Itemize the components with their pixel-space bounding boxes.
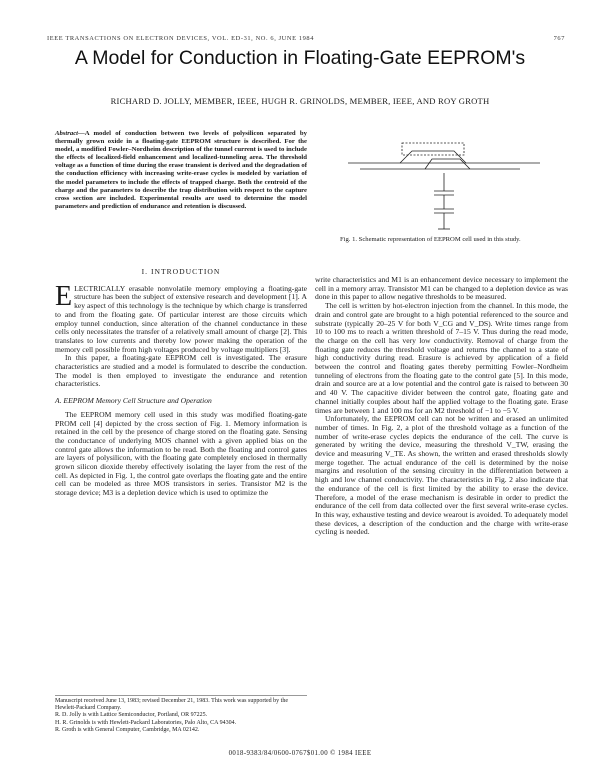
journal-info: IEEE TRANSACTIONS ON ELECTRON DEVICES, VOL. ED-31, NO. 6, JUNE 1984 (47, 35, 314, 42)
introduction-section (55, 268, 307, 498)
subsection-a-paragraph: The EEPROM memory cell used in this study was modified floating-gate PROM cell [4] depicted by the cross section of Fig. 1. Memory information is retained in the cell by the presence of charge stored on the floating gate. Sensing the conductance of underlying MOS channel with a given applied bias on the control gate allows the information to be read. Both the floating and control gates are layers of polysilicon, with the floating gate completely enclosed in thermally grown silicon dioxide thereby effectively isolating the layer from the rest of the cell. As depicted in Fig. 1, the control gate overlaps the floating gate and the entire cell can be modeled as three MOS transistors in series. Transistor M2 is the storage device; M3 is a depletion device which is used to optimize the (55, 409, 307, 498)
right-column-text (315, 276, 568, 537)
subsection-heading-a: A. EEPROM Memory Cell Structure and Operation (55, 396, 212, 406)
right-paragraph-2: The cell is written by hot-electron injection from the channel. In this mode, the drain and control gate are brought to a high potential referenced to the source and substrate (typically 20–25 V for both V_CG and V_DS). Write times range from 10 to 100 ms to reach a written threshold of 7–15 V. Thus during the read mode, the charge on the cell has very low conductivity. Removal of charge from the floating gate reduces the threshold voltage and returns the channel to a state of high conductivity during read. Erasure is achieved by application of a field between the control and floating gates thereby permitting Fowler–Nordheim tunneling of electrons from the floating gate to the control gate [5]. In this mode, drain and source are at a low potential and the control gate is raised to between 30 and 40 V. The capacitive divider between the control gate, floating gate and channel initially couples about half the applied voltage to the floating gate. Erase times are between 1 and 100 ms for an M2 threshold of −1 to −5 V. (315, 301, 568, 415)
footnote-4: R. Groth is with General Computer, Cambridge, MA 02142. (55, 726, 200, 733)
abstract-text: —A model of conduction between two levels of polysilicon separated by thermally grown oxide in a floating-gate EEPROM structure is described. For the model, a modified Fowler–Nordheim description of the tunnel current is used to include the effects of localized-field enhancement and localized-tunneling area. The threshold voltage as a function of time during the erase transient is derived and the degradation of the conduction efficiency with increasing write-erase cycles is modeled by variation of the model parameters to include the effects of trapped charge. Both the centroid of the charge and the parameters to describe the trap distribution with respect to the capture cross section are included. Experimental results are used to determine the model parameters and prediction of endurance and retention is discussed. (55, 130, 307, 210)
eeprom-cell-schematic (340, 133, 555, 233)
footnote-3: H. R. Grinolds is with Hewlett-Packard Laboratories, Palo Alto, CA 94304. (55, 719, 237, 726)
footnotes (55, 695, 307, 734)
right-paragraph-1: write characteristics and M1 is an enhancement device necessary to implement the cell in a memory array. Transistor M1 can be changed to a depletion device as was done in this paper to allow negative thresholds to be measured. (315, 275, 568, 302)
abstract (55, 130, 307, 211)
drop-cap: E (55, 280, 73, 312)
footnote-2: R. D. Jolly is with Lattice Semiconductor, Portland, OR 97225. (55, 712, 208, 719)
right-paragraph-3: Unfortunately, the EEPROM cell can not be written and erased an unlimited number of times. In Fig. 2, a plot of the threshold voltage as a function of the number of write-erase cycles depicts the endurance of the cell. The curve is generated by writing the device, measuring the threshold V_TW, erasing the device and measuring V_TE. As shown, the written and erased thresholds slowly merge together. The actual endurance of the cell is determined by the noise margins and resolution of the sensing circuitry in the differentiation between a high and low channel conductivity. The characteristics in Fig. 2 also indicate that the endurance of the cell is first limited by the ability to erase the device. Therefore, a model of the erase mechanism is desirable in order to predict the endurance of the cell from data collected over the first several write-erase cycles. In this way, exhaustive testing and device wearout is avoided. To adequately model these devices, a description of the conduction and the charge with write-erase cycling is needed. (315, 414, 568, 537)
figure-1 (340, 133, 555, 233)
abstract-label: Abstract (55, 130, 79, 137)
figure-caption: Fig. 1. Schematic representation of EEPROM cell used in this study. (340, 236, 521, 243)
intro-paragraph-1: ELECTRICALLY erasable nonvolatile memory employing a floating-gate structure has been the subject of extensive research and development [1]. A key aspect of this technology is the technique by which charge is transferred to and from the floating gate. Of particular interest are those circuits which employ tunnel conduction, since alteration of the channel conductance in these cells only necessitates the transfer of a relatively small amount of charge [2]. This translates to low currents and thereby low power making the operation of the memory cell possible from high voltages produced by voltage multipliers [3]. (55, 280, 307, 354)
running-head (47, 35, 565, 42)
copyright-line: 0018-9383/84/0600-0767$01.00 © 1984 IEEE (228, 750, 372, 757)
page-number: 767 (553, 35, 565, 42)
paper-title: A Model for Conduction in Floating-Gate EEPROM's (74, 47, 526, 69)
author-list: RICHARD D. JOLLY, MEMBER, IEEE, HUGH R. GRINOLDS, MEMBER, IEEE, AND ROY GROTH (110, 96, 490, 106)
footnote-1: Manuscript received June 13, 1983; revised December 21, 1983. This work was supported by the Hewlett-Packard Company. (55, 698, 289, 712)
intro-paragraph-2: In this paper, a floating-gate EEPROM cell is investigated. The erasure characteristics are studied and a model is formulated to describe the conduction. The model is then employed to investigate the endurance and retention characteristics. (55, 353, 307, 389)
section-heading-introduction: I. INTRODUCTION (141, 267, 221, 276)
